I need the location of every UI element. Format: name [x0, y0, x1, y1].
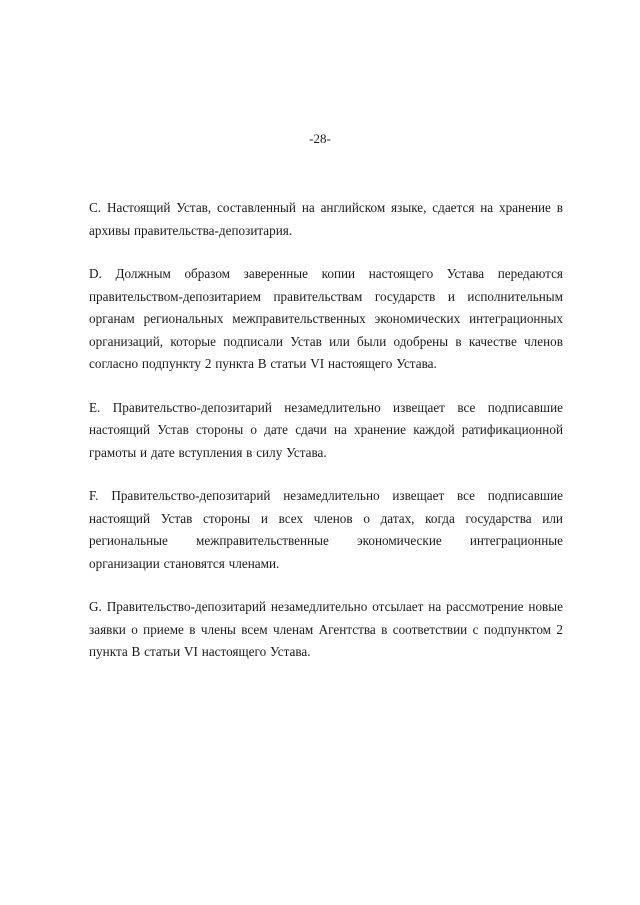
paragraph-d: D. Должным образом заверенные копии настоящего Устава передаются правительством-депозитарием правительствам государств и исполнительным органам региональных межправительственных экономических интеграционных организаций, которые подписали Устав или были одобрены в качестве членов согласно подпункту 2 пункта B статьи VI настоящего Устава.: [89, 266, 563, 371]
paragraph-f: F. Правительство-депозитарий незамедлительно извещает все подписавшие настоящий Устав стороны и всех членов о датах, когда государства или региональные межправительственные экономические интеграционные организации становятся членами.: [89, 488, 563, 571]
document-body: [89, 197, 563, 685]
paragraph-g: G. Правительство-депозитарий незамедлительно отсылает на рассмотрение новые заявки о приеме в члены всем членам Агентства в соответствии с подпунктом 2 пункта B статьи VI настоящего Устава.: [89, 599, 563, 659]
paragraph-c: C. Настоящий Устав, составленный на английском языке, сдается на хранение в архивы правительства-депозитария.: [89, 200, 563, 238]
paragraph-e: E. Правительство-депозитарий незамедлительно извещает все подписавшие настоящий Устав стороны о дате сдачи на хранение каждой ратификационной грамоты и дате вступления в силу Устава.: [89, 399, 563, 460]
page-number: -28-: [309, 131, 331, 146]
